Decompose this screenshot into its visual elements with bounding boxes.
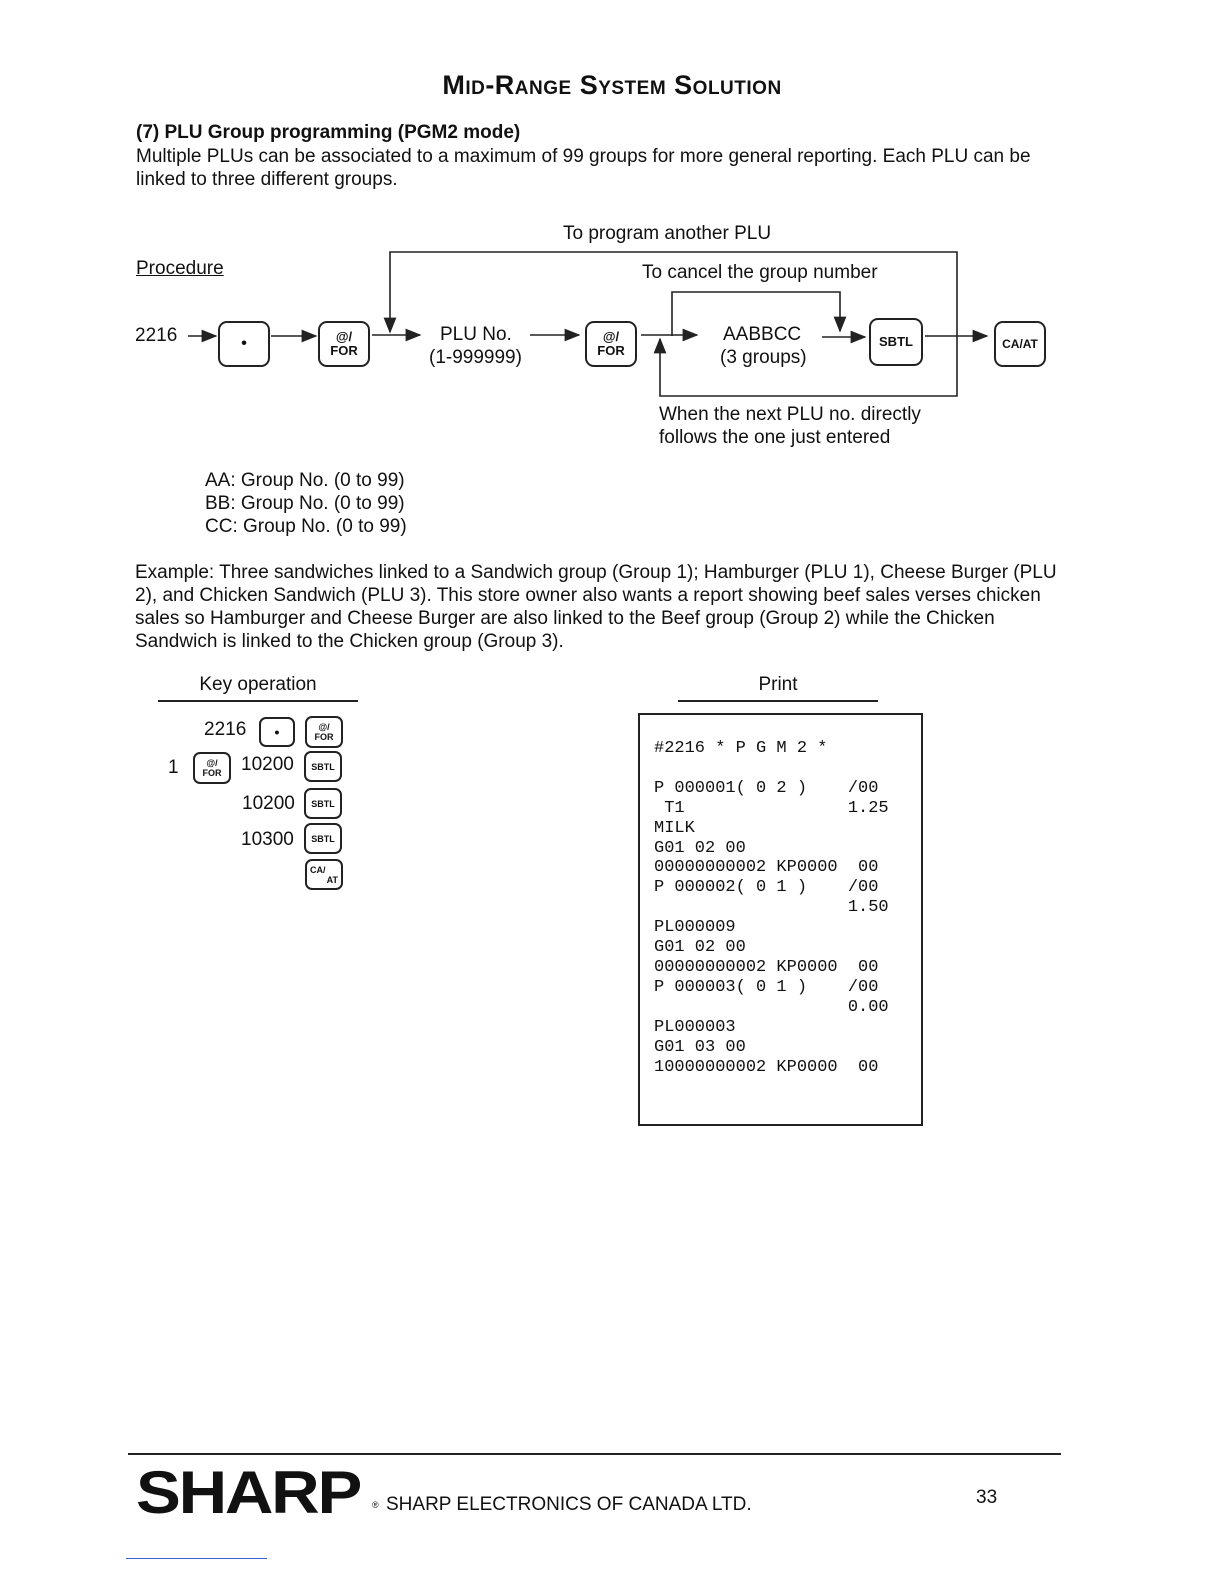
sbtl-key: SBTL (869, 318, 923, 366)
bottom-link-line (126, 1558, 267, 1559)
loop-label-cancel-group: To cancel the group number (642, 262, 878, 283)
keyop-sbtl-key-2: SBTL (304, 788, 342, 819)
section-heading: (7) PLU Group programming (PGM2 mode) (136, 122, 521, 143)
caat-key: CA/AT (994, 321, 1046, 367)
key-operation-rule (158, 700, 358, 702)
keyop-sbtl-key-3: SBTL (304, 823, 342, 854)
keyop-point-key: • (259, 717, 295, 747)
loop-label-another-plu: To program another PLU (563, 223, 772, 244)
page-number: 33 (976, 1487, 998, 1508)
plu-no-label: PLU No. (440, 324, 512, 345)
keyop-line2-num: 10200 (241, 754, 294, 775)
for-key: @/ FOR (318, 321, 370, 367)
sharp-logo: SHARP (136, 1459, 361, 1526)
keyop-for-key-1: @/ FOR (305, 716, 343, 748)
groups-code: AABBCC (723, 324, 802, 345)
for-key-2: @/ FOR (585, 321, 637, 367)
section-intro: Multiple PLUs can be associated to a maximum of 99 groups for more general reporting. Each PLU can be linked to three different groups. (136, 146, 1031, 190)
groups-desc: (3 groups) (720, 347, 807, 368)
footer-rule (128, 1453, 1061, 1455)
group-note-bb: BB: Group No. (0 to 99) (205, 493, 405, 514)
company-name: SHARP ELECTRONICS OF CANADA LTD. (386, 1494, 752, 1515)
receipt (638, 713, 923, 1126)
keyop-caat-key: CA/ AT (305, 859, 343, 890)
keyop-line2-prefix: 1 (168, 757, 179, 778)
keyop-for-key-2: @/ FOR (193, 752, 231, 784)
procedure-label: Procedure (136, 258, 224, 279)
group-notes (205, 469, 407, 538)
page-title: Mid-Range System Solution (442, 70, 782, 100)
print-heading: Print (758, 674, 798, 695)
next-plu-note-2: follows the one just entered (659, 427, 891, 448)
point-key: • (218, 321, 270, 367)
group-note-aa: AA: Group No. (0 to 99) (205, 470, 405, 491)
keyop-line4-num: 10300 (241, 829, 294, 850)
example-paragraph: Example: Three sandwiches linked to a Sandwich group (Group 1); Hamburger (PLU 1), Cheese Burger (PLU 2), and Chicken Sandwich (PLU 3). This store owner also wants a report showing beef sales verses chicken sales so Hamburger and Cheese Burger are also linked to the Beef group (Group 2) while the Chicken Sandwich is linked to the Chicken group (Group 3). (135, 562, 1057, 652)
keyop-line1-num: 2216 (204, 719, 247, 740)
key-operation-heading: Key operation (199, 674, 317, 695)
print-rule (678, 700, 878, 702)
procedure-start-code: 2216 (135, 325, 178, 346)
next-plu-note-1: When the next PLU no. directly (659, 404, 921, 425)
group-note-cc: CC: Group No. (0 to 99) (205, 516, 407, 537)
keyop-sbtl-key-1: SBTL (304, 751, 342, 782)
receipt-text: #2216 * P G M 2 * P 000001( 0 2 ) /00 T1 1.25 MILK G01 02 00 00000000002 KP0000 00 P 000002( 0 1 ) /00 1.50 PL000009 G01 02 00 00000000002 KP0000 00 P 000003( 0 1 ) /00 0.00 PL000003 G01 03 00 10000000002 KP0000 00 (654, 739, 889, 1077)
keyop-line3-num: 10200 (242, 793, 295, 814)
plu-no-range: (1-999999) (429, 347, 522, 368)
registered-mark: ® (372, 1500, 379, 1510)
